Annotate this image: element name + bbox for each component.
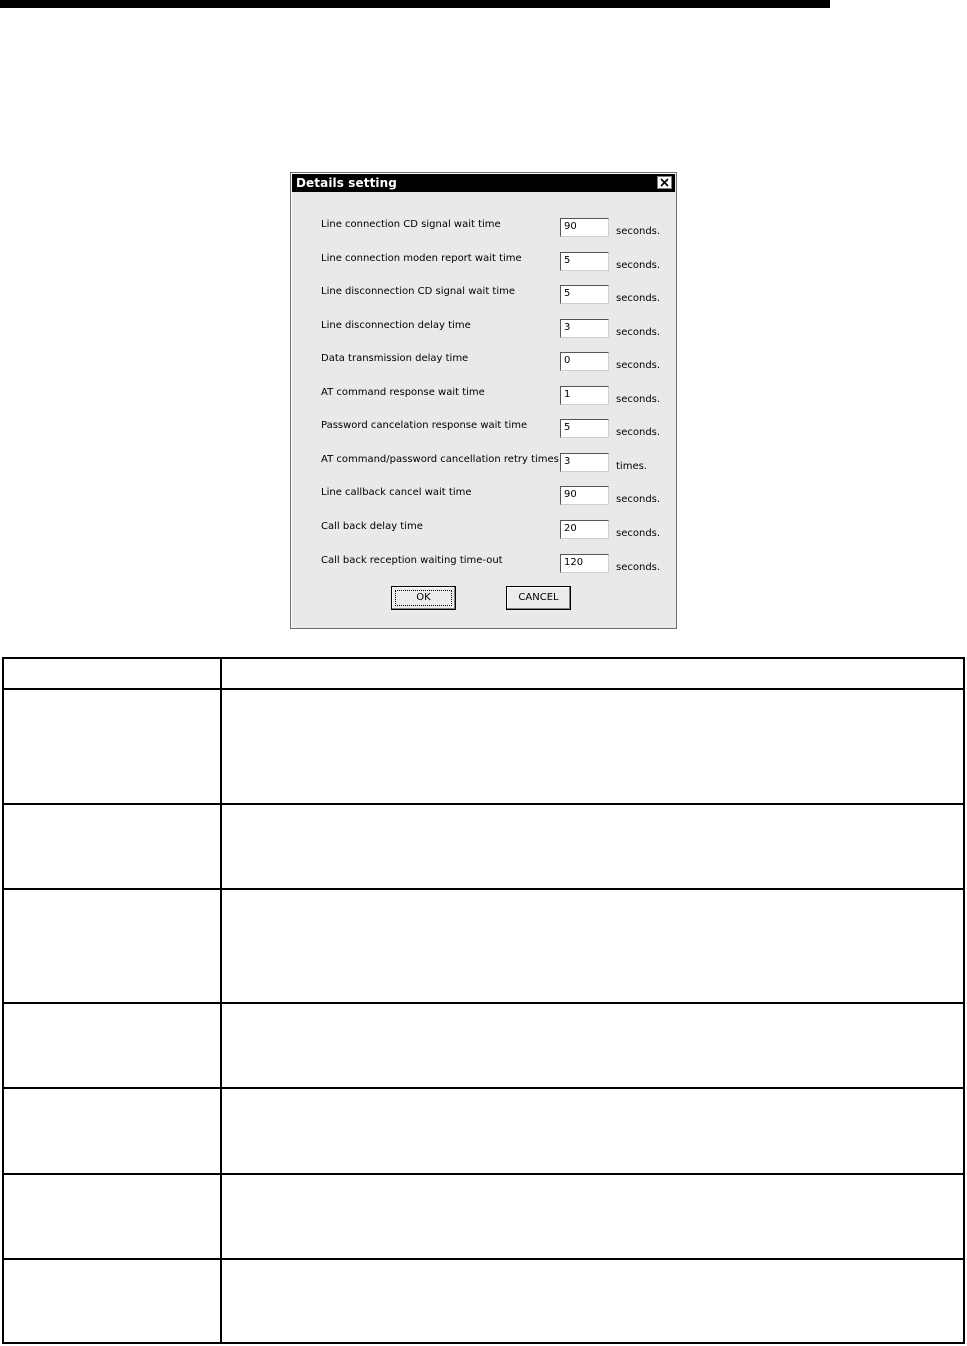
table-row-divider <box>4 888 963 890</box>
setting-unit: seconds. <box>616 260 661 271</box>
setting-unit: seconds. <box>616 226 661 237</box>
table-header-description <box>222 659 958 689</box>
setting-row-call-back-reception-timeout <box>291 529 676 573</box>
setting-row-at-command-response <box>291 361 676 405</box>
setting-input[interactable]: 5 <box>560 252 609 271</box>
setting-row-line-disconnection-delay <box>291 294 676 338</box>
setting-unit: seconds. <box>616 360 661 371</box>
setting-unit: seconds. <box>616 327 661 338</box>
setting-label: Call back delay time <box>321 521 423 532</box>
setting-label: Password cancelation response wait time <box>321 420 528 431</box>
table-header-item <box>4 659 220 689</box>
setting-input[interactable]: 3 <box>560 319 609 338</box>
setting-label: AT command/password cancellation retry times <box>321 454 559 465</box>
setting-label: Line disconnection CD signal wait time <box>321 286 516 297</box>
setting-unit: seconds. <box>616 427 661 438</box>
setting-input[interactable]: 20 <box>560 520 609 539</box>
table-header-divider <box>4 688 963 690</box>
details-setting-dialog <box>290 172 677 629</box>
setting-unit: seconds. <box>616 562 661 573</box>
setting-unit: seconds. <box>616 494 661 505</box>
setting-row-data-transmission-delay <box>291 327 676 371</box>
setting-label: AT command response wait time <box>321 387 485 398</box>
table-row-divider <box>4 1258 963 1260</box>
setting-label: Line callback cancel wait time <box>321 487 472 498</box>
setting-input[interactable]: 90 <box>560 486 609 505</box>
setting-row-line-disconnection-cd <box>291 260 676 304</box>
setting-row-call-back-delay <box>291 495 676 539</box>
close-button[interactable] <box>657 176 672 189</box>
table-row-divider <box>4 1087 963 1089</box>
table-row-divider <box>4 803 963 805</box>
setting-label: Data transmission delay time <box>321 353 469 364</box>
table-column-divider <box>220 659 222 1342</box>
table-row-divider <box>4 1173 963 1175</box>
setting-input[interactable]: 120 <box>560 554 609 573</box>
setting-unit: seconds. <box>616 394 661 405</box>
setting-input[interactable]: 0 <box>560 352 609 371</box>
setting-row-line-callback-cancel <box>291 461 676 505</box>
setting-row-password-cancelation <box>291 394 676 438</box>
setting-row-line-connection-moden <box>291 227 676 271</box>
setting-input[interactable]: 1 <box>560 386 609 405</box>
setting-input[interactable]: 90 <box>560 218 609 237</box>
close-icon <box>658 177 671 188</box>
setting-input[interactable]: 5 <box>560 419 609 438</box>
top-page-rule <box>0 0 830 8</box>
setting-input[interactable]: 3 <box>560 453 609 472</box>
table-row-divider <box>4 1002 963 1004</box>
setting-unit: seconds. <box>616 528 661 539</box>
setting-unit: seconds. <box>616 293 661 304</box>
setting-row-line-connection-cd <box>291 193 676 237</box>
dialog-title: Details setting <box>296 176 397 190</box>
setting-label: Line disconnection delay time <box>321 320 471 331</box>
setting-unit: times. <box>616 461 647 472</box>
description-table <box>2 657 965 1344</box>
ok-button[interactable]: OK <box>391 586 456 610</box>
setting-input[interactable]: 5 <box>560 285 609 304</box>
setting-row-retry-times <box>291 428 676 472</box>
setting-label: Line connection CD signal wait time <box>321 219 501 230</box>
cancel-button[interactable]: CANCEL <box>506 586 571 610</box>
setting-label: Line connection moden report wait time <box>321 253 522 264</box>
dialog-titlebar <box>292 174 675 192</box>
setting-label: Call back reception waiting time-out <box>321 555 503 566</box>
